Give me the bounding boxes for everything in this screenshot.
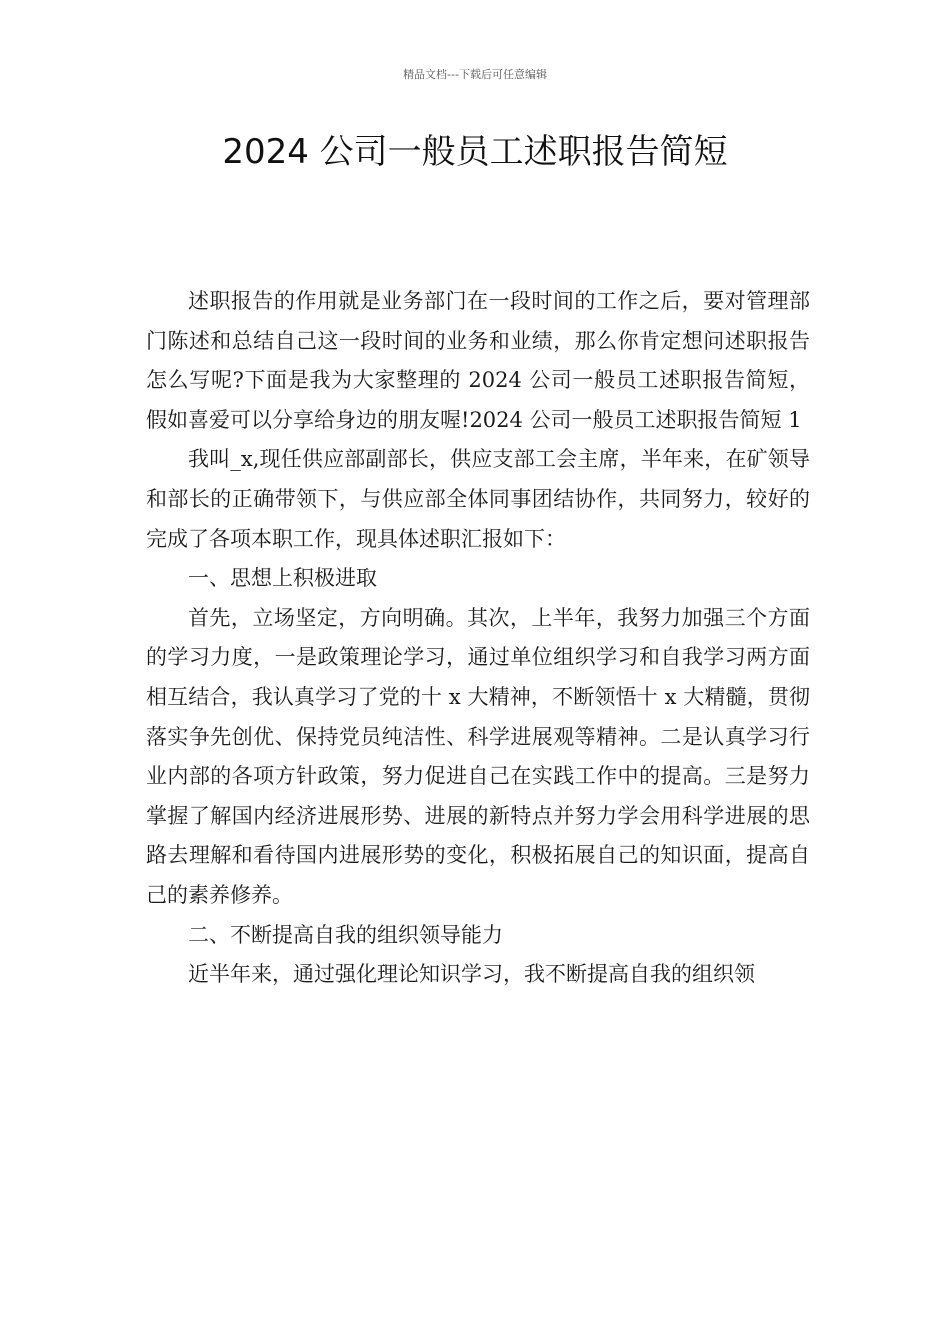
paragraph-self-introduction: 我叫_x,现任供应部副部长，供应支部工会主席，半年来，在矿领导和部长的正确带领下，与供应部全体同事团结协作，共同努力，较好的完成了各项本职工作，现具体述职汇报如下： <box>146 447 810 551</box>
paragraph-section-1: 首先，立场坚定，方向明确。其次，上半年，我努力加强三个方面的学习力度，一是政策理论学习，通过单位组织学习和自我学习两方面相互结合，我认真学习了党的十 x 大精神，不断领悟十 x 大精髓，贯彻落实争先创优、保持党员纯洁性、科学进展观等精神。二是认真学习行业内部的各项方针政策，努力促进自己在实践工作中的提高。三是努力掌握了解国内经济进展形势、进展的新特点并努力学会用科学进展的思路去理解和看待国内进展形势的变化，积极拓展自己的知识面，提高自己的素养修养。 <box>146 605 810 907</box>
paragraph-section-2: 近半年来，通过强化理论知识学习，我不断提高自我的组织领 <box>188 962 755 987</box>
section-heading-1: 一、思想上积极进取 <box>188 566 377 591</box>
document-body <box>146 282 810 995</box>
paragraph-intro: 述职报告的作用就是业务部门在一段时间的工作之后，要对管理部门陈述和总结自己这一段时间的业务和业绩，那么你肯定想问述职报告怎么写呢?下面是我为大家整理的 2024 公司一般员工述职报告简短，假如喜爱可以分享给身边的朋友喔!2024 公司一般员工述职报告简短 1 <box>146 289 810 432</box>
header-note: 精品文档---下载后可任意编辑 <box>403 68 547 81</box>
section-heading-2: 二、不断提高自我的组织领导能力 <box>188 922 503 947</box>
document-title: 2024 公司一般员工述职报告简短 <box>222 132 728 172</box>
